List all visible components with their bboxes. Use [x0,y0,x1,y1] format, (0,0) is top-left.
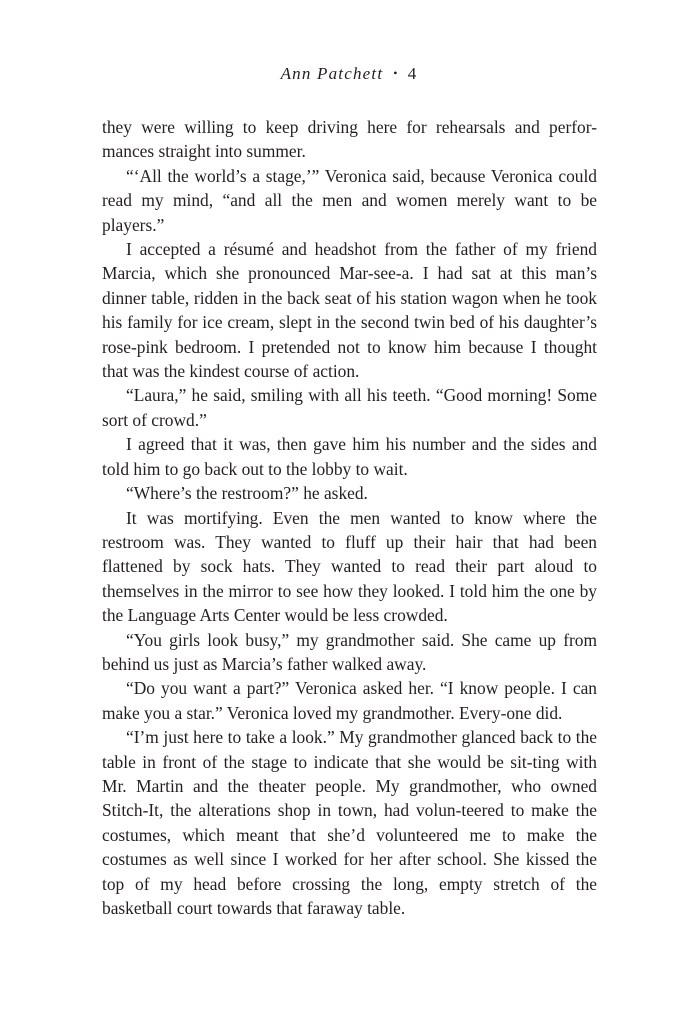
paragraph: “Do you want a part?” Veronica asked her. “I know people. I can make you a star.” Veronica loved my grandmother. Every-one did. [102,678,597,723]
running-head [0,64,698,84]
paragraph: they were willing to keep driving here for rehearsals and perfor-mances straight into summer. [102,117,597,162]
author-name: Ann Patchett [280,64,384,83]
paragraph: “I’m just here to take a look.” My grandmother glanced back to the table in front of the stage to indicate that she would be sit-ting with Mr. Martin and the theater people. My grandmother, who owned Stitch-It, the alterations shop in town, had volun-teered to make the costumes, which meant that she’d volunteered me to make the costumes as well since I worked for her after school. She kissed the top of my head before crossing the long, empty stretch of the basketball court towards that faraway table. [102,727,597,918]
header-separator: • [393,66,399,80]
paragraph: “Where’s the restroom?” he asked. [126,483,368,504]
paragraph: “‘All the world’s a stage,’” Veronica said, because Veronica could read my mind, “and all the men and women merely want to be players.” [102,165,597,235]
paragraph: It was mortifying. Even the men wanted to know where the restroom was. They wanted to fluff up their hair that had been flattened by sock hats. They wanted to read their part aloud to themselves in the mirror to see how they looked. I told him the one by the Language Arts Center would be less crowded. [102,507,597,626]
page-number: 4 [407,64,418,83]
paragraph: I accepted a résumé and headshot from the father of my friend Marcia, which she pronounced Mar-see-a. I had sat at this man’s dinner table, ridden in the back seat of his station wagon when he took his family for ice cream, slept in the second twin bed of his daughter’s rose-pink bedroom. I pretended not to know him because I thought that was the kindest course of action. [102,239,597,382]
paragraph: I agreed that it was, then gave him his number and the sides and told him to go back out to the lobby to wait. [102,434,597,479]
paragraph: “You girls look busy,” my grandmother said. She came up from behind us just as Marcia’s father walked away. [102,629,597,674]
body-text [102,115,597,920]
paragraph: “Laura,” he said, smiling with all his teeth. “Good morning! Some sort of crowd.” [102,385,597,430]
